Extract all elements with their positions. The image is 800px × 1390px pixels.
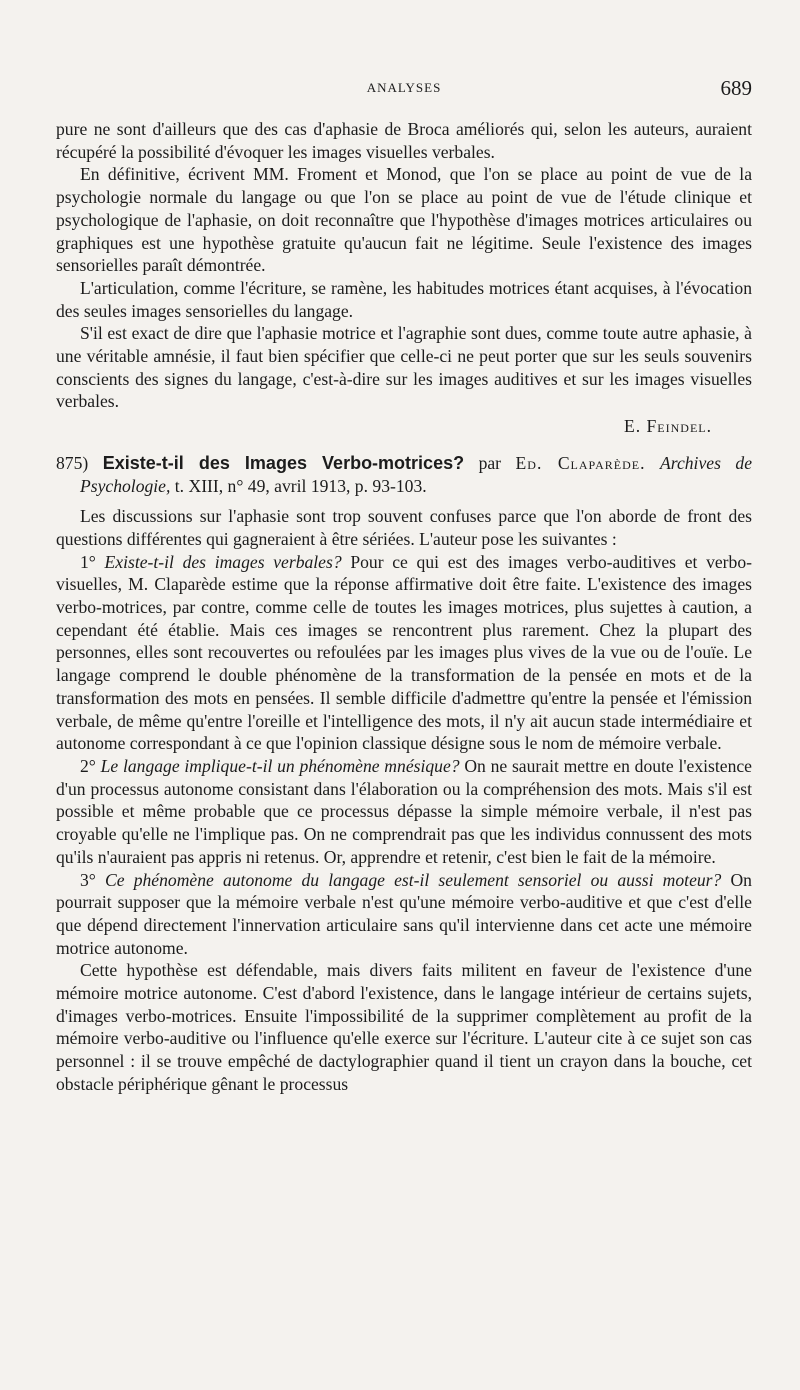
entry-author: Ed. Claparède. [515,452,646,473]
question-2 [56,755,752,869]
question-number: 2° [80,755,96,776]
article-body [56,118,752,1096]
entry-number: 875) [56,452,89,473]
question-number: 3° [80,869,96,890]
running-head: ANALYSES [366,80,442,95]
entry-heading [56,452,752,497]
entry-journal: Archives de Psychologie, [80,452,752,496]
entry-by: par [478,452,502,473]
entry-citation: t. XIII, n° 49, avril 1913, p. 93-103. [174,475,427,496]
question-answer: On ne saurait mettre en doute l'existence d'un processus autonome consistant dans l'élaboration ou la compréhension des mots. Mais s'il est possible et même probable que ce processus dépasse la simple mémoire verbale, il n'est pas croyable qu'elle ne l'implique pas. On ne comprendrait pas que les individus connussent des mots qu'ils n'auraient pas appris ni retenus. Or, apprendre et retenir, c'est bien le fait de la mémoire. [56,755,752,867]
question-answer: Pour ce qui est des images verbo-auditives et verbo-visuelles, M. Claparède estime que la réponse affirmative doit être faite. L'existence des images verbo-motrices, par contre, comme celle de toutes les images motrices, plus sujettes à caution, a cependant été établie. Mais ces images se rencontrent plus rarement. Chez la plupart des personnes, elles sont recouvertes ou refoulées par les images plus vives de la vue ou de l'ouïe. Le langage comprend le double phénomène de la transformation de la pensée en mots et de la transformation des mots en pensées. Il semble difficile d'admettre qu'entre la pensée et l'émission verbale, de même qu'entre l'oreille et l'intelligence des mots, il n'y ait aucun stade intermédiaire et autonome correspondant à ce que l'opinion classique désigne sous le nom de mémoire verbale. [56,551,752,754]
page-number: 689 [720,76,752,100]
question-answer: On pourrait supposer que la mémoire verbale n'est qu'une mémoire verbo-auditive et que c'est d'elle que dépend directement l'innervation articulaire sans qu'il intervienne dans cet acte une mémoire motrice autonome. [56,869,752,958]
paragraph: pure ne sont d'ailleurs que des cas d'aphasie de Broca améliorés qui, selon les auteurs, auraient récupéré la possibilité d'évoquer les images visuelles verbales. [56,119,752,162]
paragraph: Les discussions sur l'aphasie sont trop souvent confuses parce que l'on aborde de front des questions différentes qui gagneraient à être sériées. L'auteur pose les suivantes : [56,506,752,549]
question-number: 1° [80,551,96,572]
question-text: Le langage implique-t-il un phénomène mnésique? [100,755,460,776]
question-1 [56,551,752,755]
entry-title: Existe-t-il des Images Verbo-motrices? [102,452,465,473]
paragraph: En définitive, écrivent MM. Froment et Monod, que l'on se place au point de vue de la psychologie normale du langage ou que l'on se place au point de vue de l'étude clinique et psychologique de l'aphasie, on doit reconnaître que l'hypothèse d'images motrices articulaires ou graphiques est une hypothèse gratuite qu'aucun fait ne légitime. Seule l'existence des images sensorielles paraît démontrée. [56,164,752,276]
paragraph: L'articulation, comme l'écriture, se ramène, les habitudes motrices étant acquises, à l'évocation des seules images sensorielles du langage. [56,277,752,321]
paragraph: S'il est exact de dire que l'aphasie motrice et l'agraphie sont dues, comme toute autre aphasie, à une véritable amnésie, il faut bien spécifier que celle-ci ne peut porter que sur les seuls souvenirs conscients des signes du langage, c'est-à-dire sur les images auditives et sur les images visuelles verbales. [56,323,752,412]
signature: E. Feindel. [623,416,712,437]
page-header [56,76,752,110]
question-text: Existe-t-il des images verbales? [104,551,342,572]
paragraph: Cette hypothèse est défendable, mais divers faits militent en faveur de l'existence d'une mémoire motrice autonome. C'est d'abord l'existence, dans le langage intérieur de certains sujets, d'images verbo-motrices. Ensuite l'impossibilité de la supprimer complètement au profit de la mémoire verbo-auditive ou l'influence qu'elle exerce sur l'écriture. L'auteur cite à ce sujet son cas personnel : il se trouve empêché de dactylographier quand il tient un crayon dans la bouche, cet obstacle périphérique gênant le processus [56,960,752,1094]
question-text: Ce phénomène autonome du langage est-il seulement sensoriel ou aussi moteur? [105,869,722,890]
question-3 [56,869,752,960]
